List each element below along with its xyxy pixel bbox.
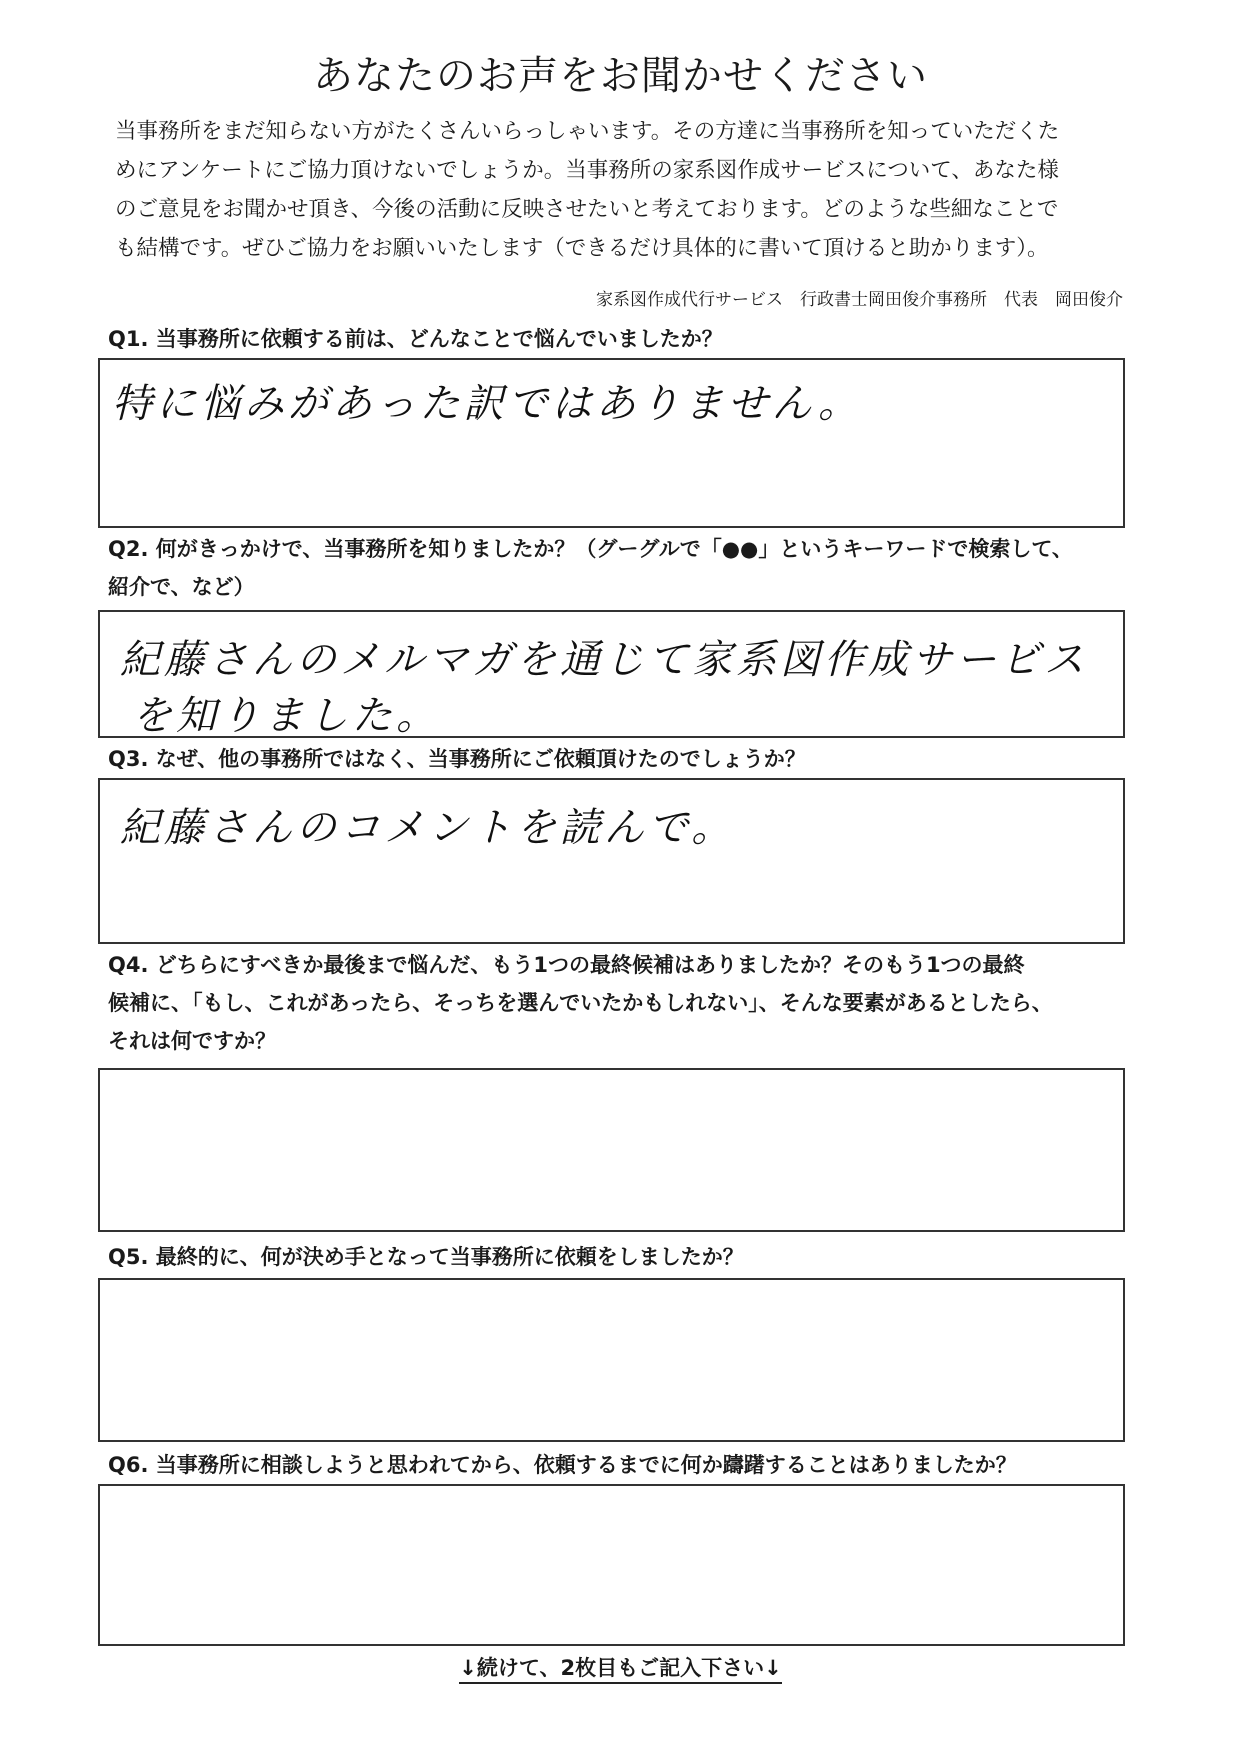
intro-line: も結構です。ぜひご協力をお願いいたします（できるだけ具体的に書いて頂けると助かります）。 bbox=[115, 236, 1049, 261]
handwritten-answer-2-line-2: を知りました。 bbox=[132, 693, 440, 739]
question-2-line: Q2. 何がきっかけで、当事務所を知りましたか？（グーグルで「●●」というキーワードで検索して、 bbox=[108, 537, 1073, 561]
question-4-line: Q4. どちらにすべきか最後まで悩んだ、もう1つの最終候補はありましたか？そのもう1つの最終 bbox=[108, 953, 1025, 977]
answer-box-5 bbox=[98, 1278, 1125, 1442]
handwritten-answer-1: 特に悩みがあった訳ではありません。 bbox=[112, 381, 862, 427]
answer-box-6 bbox=[98, 1484, 1125, 1646]
question-2 bbox=[108, 530, 1073, 606]
question-6: Q6. 当事務所に相談しようと思われてから、依頼するまでに何か躊躇することはありましたか？ bbox=[108, 1453, 1017, 1477]
intro-paragraph bbox=[115, 112, 1135, 268]
question-4-line: それは何ですか？ bbox=[108, 1029, 276, 1053]
handwritten-answer-2-line-1: 紀藤さんのメルマガを通じて家系図作成サービス bbox=[120, 637, 1088, 683]
question-3: Q3. なぜ、他の事務所ではなく、当事務所にご依頼頂けたのでしょうか？ bbox=[108, 747, 806, 771]
page-title: あなたのお声をお聞かせください bbox=[313, 53, 928, 99]
question-4 bbox=[108, 946, 1053, 1060]
question-4-line: 候補に、「もし、これがあったら、そっちを選んでいたかもしれない」、そんな要素があるとしたら、 bbox=[108, 991, 1053, 1015]
question-1: Q1. 当事務所に依頼する前は、どんなことで悩んでいましたか？ bbox=[108, 327, 723, 351]
intro-line: のご意見をお聞かせ頂き、今後の活動に反映させたいと考えております。どのような些細なことで bbox=[115, 197, 1059, 222]
answer-box-4 bbox=[98, 1068, 1125, 1232]
continue-note-text: ↓続けて、2枚目もご記入下さい↓ bbox=[459, 1656, 781, 1684]
handwritten-answer-3: 紀藤さんのコメントを読んで。 bbox=[120, 805, 736, 851]
office-signature: 家系図作成代行サービス 行政書士岡田俊介事務所 代表 岡田俊介 bbox=[596, 290, 1123, 310]
intro-line: 当事務所をまだ知らない方がたくさんいらっしゃいます。その方達に当事務所を知っていただくた bbox=[115, 119, 1060, 144]
question-2-line: 紹介で、など） bbox=[108, 575, 255, 599]
continue-note bbox=[0, 1652, 1241, 1682]
intro-line: めにアンケートにご協力頂けないでしょうか。当事務所の家系図作成サービスについて、あなた様 bbox=[115, 158, 1059, 183]
question-5: Q5. 最終的に、何が決め手となって当事務所に依頼をしましたか？ bbox=[108, 1245, 744, 1269]
